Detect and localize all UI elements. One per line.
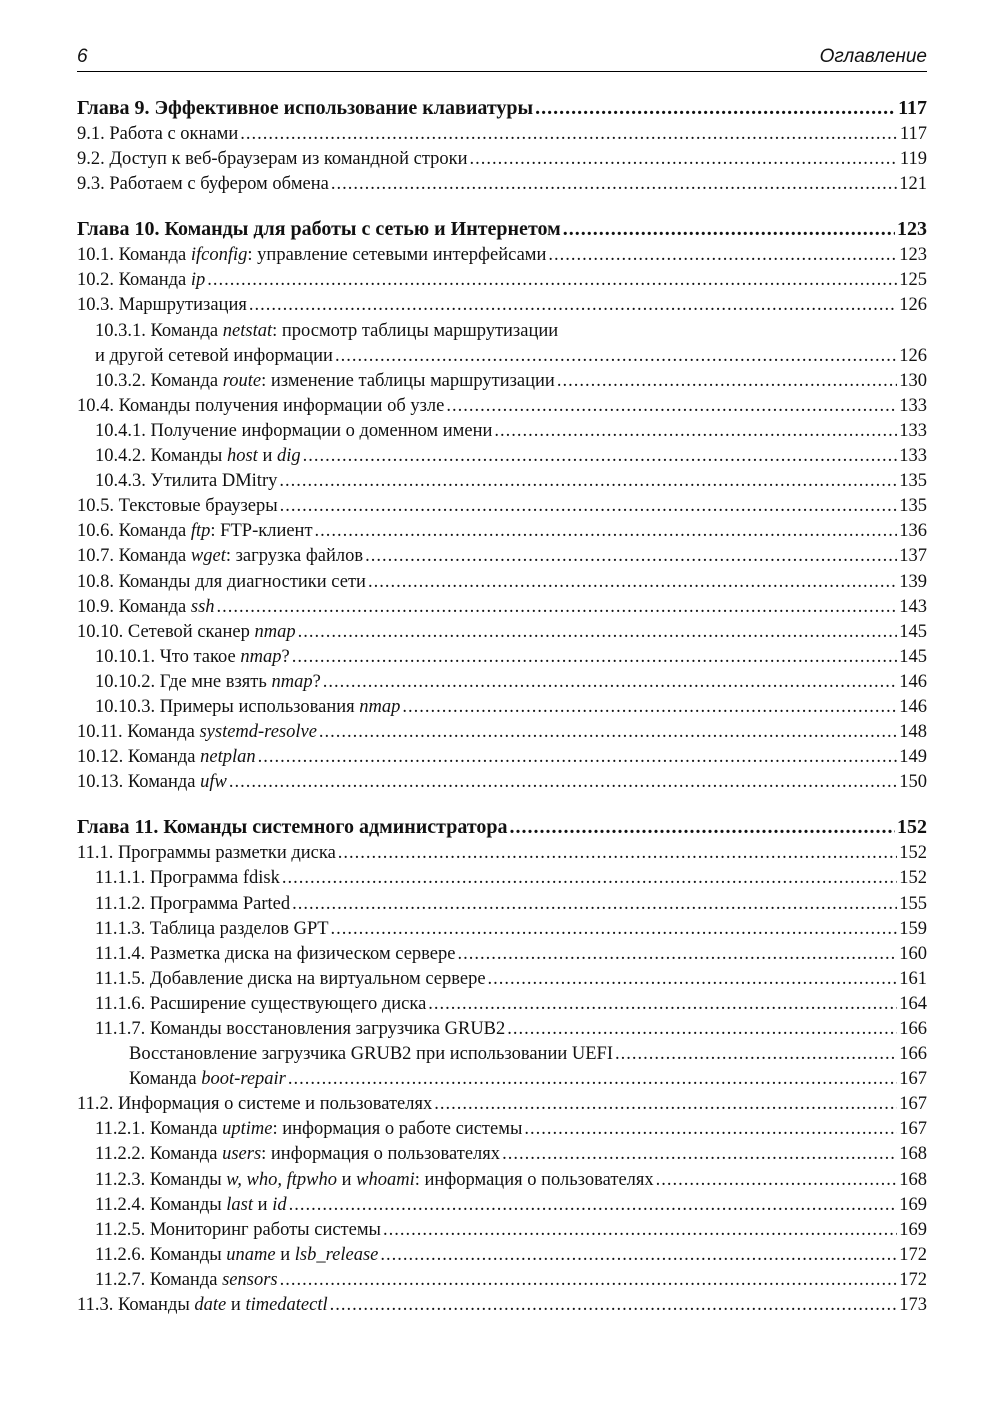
page-ref: 172	[899, 1269, 927, 1290]
leader-dots	[470, 147, 898, 172]
toc-entry-11-1-4[interactable]	[77, 942, 927, 967]
toc-entry-11-1-7-uefi[interactable]	[77, 1042, 927, 1067]
toc-entry-10-10-2[interactable]	[77, 670, 927, 695]
entry-label: 10.13. Команда ufw	[77, 772, 227, 793]
page-ref: 161	[899, 968, 927, 989]
toc-entry-11-2[interactable]	[77, 1092, 927, 1117]
toc-entry-11-2-1[interactable]	[77, 1117, 927, 1142]
command-name: ifconfig	[190, 245, 248, 266]
entry-label: 9.3. Работаем с буфером обмена	[77, 174, 329, 195]
page-ref: 133	[899, 446, 927, 467]
leader-dots	[502, 1142, 897, 1167]
toc-entry-10-3-1-continued[interactable]	[77, 344, 927, 369]
leader-dots	[288, 1067, 897, 1092]
command-name: netplan	[200, 747, 256, 768]
command-name: ssh	[190, 596, 215, 617]
leader-dots	[368, 570, 897, 595]
entry-label: 10.9. Команда ssh	[77, 596, 215, 617]
toc-entry-11-1-7-boot-repair[interactable]	[77, 1067, 927, 1092]
entry-label: 10.4.2. Команды host и dig	[95, 446, 301, 467]
leader-dots	[240, 122, 898, 147]
leader-dots	[335, 344, 897, 369]
command-name: users	[222, 1144, 262, 1165]
toc-entry-11-1-7[interactable]	[77, 1017, 927, 1042]
page-ref: 152	[899, 868, 927, 889]
entry-label: 11.1.4. Разметка диска на физическом сервере	[95, 943, 456, 964]
leader-dots	[383, 1218, 897, 1243]
toc-entry-10-6[interactable]	[77, 519, 927, 544]
entry-label: 10.4.1. Получение информации о доменном имени	[95, 420, 493, 441]
page-ref: 149	[899, 747, 927, 768]
leader-dots	[507, 1017, 897, 1042]
leader-dots	[524, 1117, 897, 1142]
entry-label: 10.10.2. Где мне взять nmap?	[95, 671, 321, 692]
leader-dots	[434, 1092, 897, 1117]
command-name: nmap	[240, 646, 282, 667]
entry-label: 11.1. Программы разметки диска	[77, 843, 336, 864]
leader-dots	[446, 394, 897, 419]
leader-dots	[488, 967, 898, 992]
entry-label: 11.1.6. Расширение существующего диска	[95, 993, 427, 1014]
entry-label: 10.4.3. Утилита DMitry	[95, 471, 278, 492]
leader-dots	[402, 695, 897, 720]
command-name: wget	[190, 546, 226, 567]
toc-entry-10-7[interactable]	[77, 544, 927, 569]
leader-dots	[330, 1293, 898, 1318]
entry-label: 9.2. Доступ к веб-браузерам из командной строки	[77, 149, 468, 170]
command-name: ufw	[200, 772, 227, 793]
page-ref: 123	[899, 245, 927, 266]
leader-dots	[563, 215, 895, 243]
command-name: last	[226, 1194, 254, 1215]
page-ref: 119	[899, 149, 927, 170]
leader-dots	[303, 444, 898, 469]
page-ref: 136	[899, 521, 927, 542]
toc-entry-10-12[interactable]	[77, 745, 927, 770]
command-name: lsb_release	[294, 1244, 379, 1265]
leader-dots	[380, 1243, 897, 1268]
command-name: whoami	[356, 1169, 415, 1190]
entry-label: 10.12. Команда netplan	[77, 747, 256, 768]
entry-label: 10.1. Команда ifconfig: управление сетевыми интерфейсами	[77, 245, 547, 266]
entry-label: 11.1.2. Программа Parted	[95, 893, 291, 914]
toc-entry-11-2-2[interactable]	[77, 1142, 927, 1167]
entry-label: 11.2.4. Команды last и id	[95, 1194, 287, 1215]
leader-dots	[494, 419, 897, 444]
entry-label: 11.2.7. Команда sensors	[95, 1269, 278, 1290]
page-ref: 167	[899, 1119, 927, 1140]
leader-dots	[207, 268, 897, 293]
page-ref: 166	[899, 1044, 927, 1065]
toc-entry-10-10-1[interactable]	[77, 645, 927, 670]
toc-entry-11-1[interactable]	[77, 841, 927, 866]
leader-dots	[280, 494, 898, 519]
entry-label: 11.1.7. Команды восстановления загрузчика GRUB2	[95, 1019, 506, 1039]
page-ref: 126	[899, 345, 927, 366]
entry-label: 11.2.5. Мониторинг работы системы	[95, 1219, 381, 1240]
leader-dots	[338, 841, 897, 866]
page-ref: 172	[899, 1244, 927, 1265]
page-ref: 166	[899, 1019, 927, 1039]
command-name: nmap	[359, 696, 401, 717]
page-number: 6	[77, 46, 88, 67]
page-ref: 133	[899, 395, 927, 416]
leader-dots	[319, 720, 897, 745]
page-ref: 164	[899, 993, 927, 1014]
toc-entry-11-1-2[interactable]	[77, 892, 927, 917]
entry-label: 10.8. Команды для диагностики сети	[77, 571, 366, 592]
command-name: uptime	[222, 1119, 273, 1140]
command-name: uname	[226, 1244, 276, 1265]
page-ref: 143	[899, 596, 927, 617]
entry-label: 10.10.1. Что такое nmap?	[95, 646, 290, 667]
command-name: ip	[190, 270, 206, 291]
page-ref: 169	[899, 1219, 927, 1240]
toc-entry-10-9[interactable]	[77, 595, 927, 620]
leader-dots	[615, 1042, 897, 1067]
toc-entry-10-10[interactable]	[77, 620, 927, 645]
toc-entry-9-3[interactable]	[77, 172, 927, 197]
toc-entry-10-3[interactable]	[77, 293, 927, 318]
command-name: dig	[276, 446, 301, 467]
command-name: id	[272, 1194, 287, 1215]
entry-label: 9.1. Работа с окнами	[77, 124, 239, 144]
page-ref: 173	[899, 1295, 927, 1316]
entry-label: 11.1.5. Добавление диска на виртуальном сервере	[95, 968, 486, 989]
page-ref: 126	[899, 295, 927, 316]
toc-entry-10-3-2[interactable]	[77, 369, 927, 394]
toc-chapter-10[interactable]	[77, 215, 927, 243]
command-name: nmap	[271, 671, 313, 692]
page-ref: 168	[899, 1169, 927, 1190]
toc-entry-10-3-1[interactable]: 10.3.1. Команда netstat: просмотр таблицы маршрутизации	[95, 320, 559, 341]
command-name: sensors	[222, 1269, 278, 1290]
entry-label: 10.6. Команда ftp: FTP-клиент	[77, 521, 313, 542]
page-ref: 159	[899, 918, 927, 939]
entry-label: 10.10. Сетевой сканер nmap	[77, 621, 296, 642]
toc-entry-11-1-1[interactable]	[77, 866, 927, 891]
toc-entry-11-1-3[interactable]	[77, 917, 927, 942]
page-ref: 117	[899, 124, 927, 144]
page-ref: 146	[899, 696, 927, 717]
running-title: Оглавление	[819, 46, 927, 67]
toc-entry-11-1-5[interactable]	[77, 967, 927, 992]
page-ref: 169	[899, 1194, 927, 1215]
toc-entry-9-1[interactable]	[77, 122, 927, 147]
entry-label: 10.5. Текстовые браузеры	[77, 496, 278, 517]
page-ref: 123	[897, 218, 927, 241]
table-of-contents	[77, 94, 927, 1318]
entry-label: 10.2. Команда ip	[77, 270, 206, 291]
command-name: ftp	[190, 521, 211, 542]
command-name: boot-repair	[201, 1069, 286, 1090]
page-ref: 167	[899, 1069, 927, 1090]
toc-entry-11-3[interactable]	[77, 1293, 927, 1318]
toc-entry-10-10-3[interactable]	[77, 695, 927, 720]
leader-dots	[656, 1168, 898, 1193]
toc-entry-11-1-6[interactable]	[77, 992, 927, 1017]
entry-label: Восстановление загрузчика GRUB2 при использовании UEFI	[129, 1044, 613, 1065]
toc-entry-11-2-3[interactable]	[77, 1168, 927, 1193]
command-name: nmap	[254, 621, 296, 642]
leader-dots	[323, 670, 897, 695]
page-ref: 135	[899, 496, 927, 517]
toc-entry-10-13[interactable]	[77, 770, 927, 795]
leader-dots	[258, 745, 898, 770]
page-ref: 168	[899, 1144, 927, 1165]
leader-dots	[315, 519, 898, 544]
leader-dots	[298, 620, 898, 645]
leader-dots	[249, 293, 897, 318]
toc-entry-10-1[interactable]	[77, 243, 927, 268]
toc-entry-11-2-6[interactable]	[77, 1243, 927, 1268]
toc-entry-9-2[interactable]	[77, 147, 927, 172]
page-ref: 145	[899, 621, 927, 642]
toc-entry-10-11[interactable]	[77, 720, 927, 745]
leader-dots	[365, 544, 897, 569]
page-ref: 135	[899, 471, 927, 492]
page-ref: 121	[899, 174, 927, 195]
leader-dots	[292, 892, 897, 917]
command-name: route	[222, 370, 262, 391]
chapter-title: Глава 11. Команды системного администратора	[77, 816, 508, 839]
page-ref: 146	[899, 671, 927, 692]
page-ref: 125	[899, 270, 927, 291]
entry-label: 11.2.3. Команды w, who, ftpwho и whoami: информация о пользователях	[95, 1169, 654, 1190]
toc-entry-11-2-7[interactable]	[77, 1268, 927, 1293]
toc-entry-10-4-3[interactable]	[77, 469, 927, 494]
leader-dots	[289, 1193, 898, 1218]
leader-dots	[331, 172, 897, 197]
page-ref: 145	[899, 646, 927, 667]
command-name: host	[226, 446, 258, 467]
leader-dots	[280, 1268, 898, 1293]
page-ref: 148	[899, 722, 927, 743]
toc-entry-10-4-1[interactable]	[77, 419, 927, 444]
entry-label: 11.2.1. Команда uptime: информация о работе системы	[95, 1119, 523, 1140]
toc-entry-10-8[interactable]	[77, 570, 927, 595]
page-ref: 117	[898, 97, 927, 119]
leader-dots	[229, 770, 897, 795]
command-name: w, who, ftpwho	[226, 1169, 337, 1190]
toc-chapter-9[interactable]	[77, 94, 927, 122]
entry-label: 11.2. Информация о системе и пользователях	[77, 1094, 433, 1115]
toc-chapter-11[interactable]	[77, 813, 927, 841]
leader-dots	[282, 866, 897, 891]
entry-label: 11.2.6. Команды uname и lsb_release	[95, 1244, 379, 1265]
leader-dots	[548, 243, 897, 268]
leader-dots	[557, 369, 897, 394]
entry-label: 10.3.2. Команда route: изменение таблицы маршрутизации	[95, 370, 555, 391]
entry-label: 11.2.2. Команда users: информация о пользователях	[95, 1144, 501, 1165]
entry-label: 11.3. Команды date и timedatectl	[77, 1295, 328, 1316]
page-ref: 167	[899, 1094, 927, 1115]
leader-dots	[292, 645, 898, 670]
entry-label: 10.10.3. Примеры использования nmap	[95, 696, 401, 717]
toc-entry-10-4-2[interactable]	[77, 444, 927, 469]
chapter-title: Глава 9. Эффективное использование клавиатуры	[77, 97, 534, 119]
page-ref: 152	[899, 843, 927, 864]
leader-dots	[535, 94, 896, 122]
entry-label: Команда boot-repair	[129, 1069, 286, 1090]
entry-label: 10.7. Команда wget: загрузка файлов	[77, 546, 364, 567]
entry-label: и другой сетевой информации	[95, 345, 333, 366]
leader-dots	[331, 917, 898, 942]
toc-entry-10-5[interactable]	[77, 494, 927, 519]
header-divider	[77, 71, 927, 72]
toc-entry-11-2-4[interactable]	[77, 1193, 927, 1218]
leader-dots	[279, 469, 897, 494]
leader-dots	[510, 813, 895, 841]
leader-dots	[457, 942, 897, 967]
page-ref: 130	[899, 370, 927, 391]
entry-label: 10.3. Маршрутизация	[77, 295, 247, 316]
toc-entry-10-2[interactable]	[77, 268, 927, 293]
page-ref: 133	[899, 420, 927, 441]
page-ref: 150	[899, 772, 927, 793]
entry-label: 11.1.1. Программа fdisk	[95, 868, 280, 889]
entry-label: 11.1.3. Таблица разделов GPT	[95, 918, 329, 939]
entry-label: 10.11. Команда systemd-resolve	[77, 722, 317, 743]
chapter-title: Глава 10. Команды для работы с сетью и Интернетом	[77, 218, 561, 241]
toc-entry-10-4[interactable]	[77, 394, 927, 419]
command-name: systemd-resolve	[199, 722, 317, 743]
page-ref: 155	[899, 893, 927, 914]
command-name: netstat	[222, 320, 273, 341]
leader-dots	[217, 595, 898, 620]
page-ref: 139	[899, 571, 927, 592]
leader-dots	[428, 992, 897, 1017]
page-ref: 160	[899, 943, 927, 964]
page-ref: 152	[897, 816, 927, 839]
running-header	[77, 40, 927, 70]
command-name: date	[194, 1295, 227, 1316]
toc-entry-11-2-5[interactable]	[77, 1218, 927, 1243]
page-ref: 137	[899, 546, 927, 567]
command-name: timedatectl	[245, 1295, 328, 1316]
entry-label: 10.4. Команды получения информации об узле	[77, 395, 445, 416]
